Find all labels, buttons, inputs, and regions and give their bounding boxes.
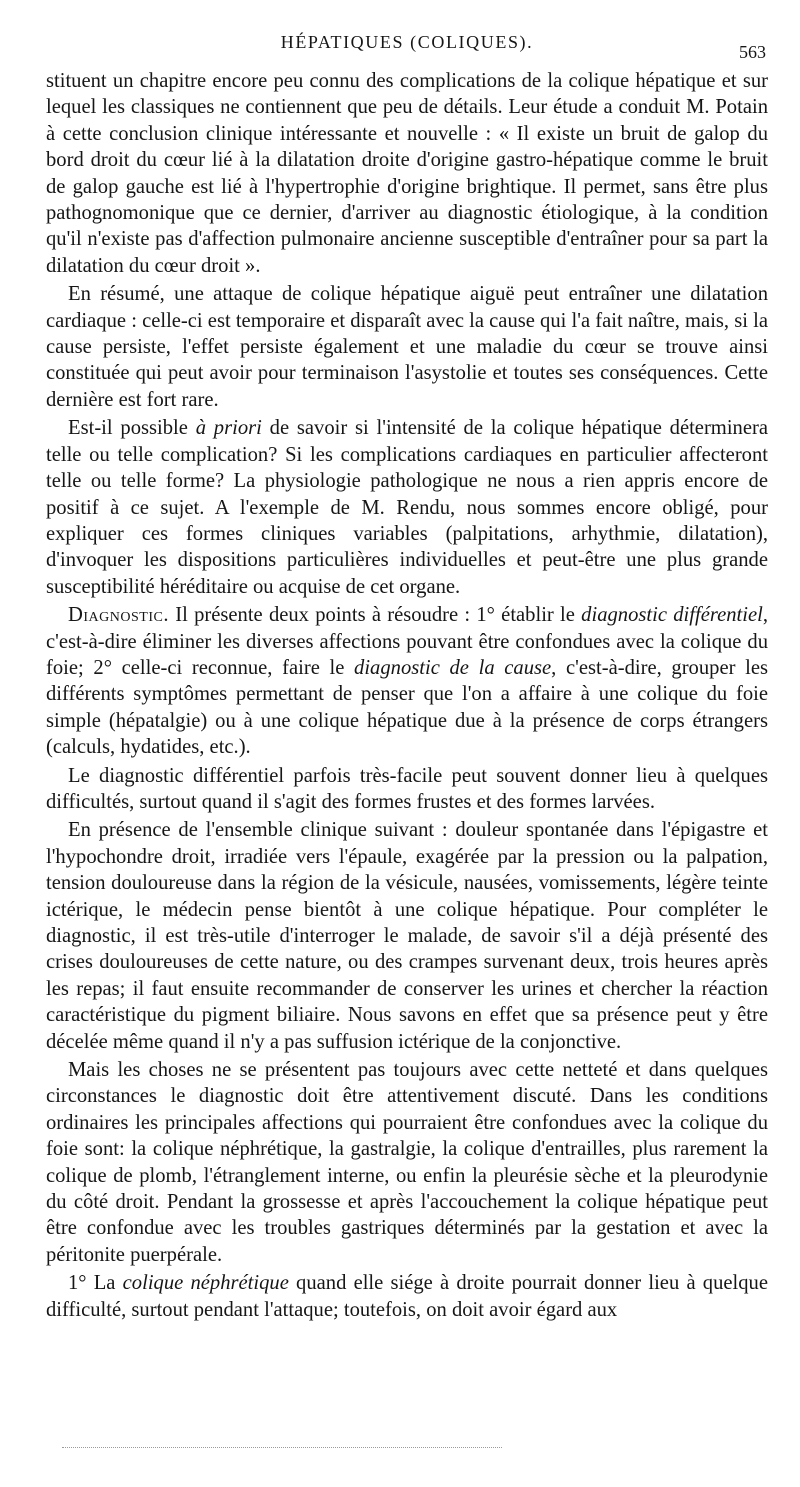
footer-rule <box>62 1447 502 1448</box>
italic-term: diagnostic différentiel <box>581 604 763 627</box>
text-run: Il présente deux points à résoudre : 1° établir le <box>168 604 582 627</box>
paragraph-a-priori <box>46 415 768 600</box>
running-head <box>46 26 768 62</box>
paragraph-cardiac-dilatation: stituent un chapitre encore peu connu des complications de la colique hépatique et sur lequel les classiques ne contiennent que peu de détails. Leur étude a conduit M. Potain à cette conclusion clinique intéressante et nouvelle : « Il existe un bruit de galop du bord droit du cœur lié à la dilatation droite d'origine gastro-hépatique comme le bruit de galop gauche est lié à l'hypertrophie d'origine brightique. Il permet, sans être plus pathognomonique que ce dernier, d'arriver au diagnostic étiologique, à la condition qu'il n'existe pas d'affection pulmonaire ancienne susceptible d'entraîner pour sa part la dilatation du cœur droit ». <box>46 70 768 277</box>
paragraph-clinical-picture: En présence de l'ensemble clinique suivant : douleur spontanée dans l'épigastre et l'hypochondre droit, irradiée vers l'épaule, exagérée par la pression ou la palpation, tension douloureuse dans la région de la vésicule, nausées, vomissements, légère teinte ictérique, le médecin pense bientôt à une colique hépatique. Pour compléter le diagnostic, il est très-utile d'interroger le malade, de savoir s'il a déjà présenté des crises douloureuses de cette nature, ou des crampes survenant deux, trois heures après les repas; il faut ensuite recommander de conserver les urines et chercher la réaction caractéristique du pigment biliaire. Nous savons en effet que sa présence peut y être décelée même quand il n'y a pas suffusion ictérique de la conjonctive. <box>46 819 768 1053</box>
text-run: 1° La <box>68 1272 123 1295</box>
paragraph-differential: Le diagnostic différentiel parfois très-facile peut souvent donner lieu à quelques difficultés, surtout quand il s'agit des formes frustes et des formes larvées. <box>46 764 768 813</box>
paragraph-summary: En résumé, une attaque de colique hépatique aiguë peut entraîner une dilatation cardiaque : celle-ci est temporaire et disparaît avec la cause qui l'a fait naître, mais, si la cause persiste, l'effet persiste également et une maladie du cœur se trouve ainsi constituée qui peut avoir pour terminaison l'asystolie et toutes ses conséquences. Cette dernière est fort rare. <box>46 283 768 411</box>
text-run: , c'est-à-dire, grouper les différents symptômes permettant de penser que l'on a affaire à une colique du foie simple (hépatalgie) ou à une colique hépatique due à la présence de corps étrangers (calculs, hydatides, etc.). <box>46 656 768 759</box>
paragraph-confusable-affections: Mais les choses ne se présentent pas toujours avec cette netteté et dans quelques circonstances le diagnostic doit être attentivement discuté. Dans les conditions ordinaires les principales affections qui pourraient être confondues avec la colique du foie sont: la colique néphrétique, la gastralgie, la colique d'entrailles, plus rarement la colique de plomb, l'étranglement interne, ou enfin la pleurésie sèche et la pleurodynie du côté droit. Pendant la grossesse et après l'accouchement la colique hépatique peut être confondue avec les troubles gastriques déterminés par la gestation et avec la péritonite puerpérale. <box>46 1059 768 1266</box>
text-run: Est-il possible <box>68 417 196 440</box>
text-run: quand elle siége à droite pourrait donner lieu à quelque difficulté, surtout pendant l'attaque; toutefois, on doit avoir égard aux <box>46 1272 768 1321</box>
italic-term: colique néphrétique <box>122 1272 289 1295</box>
running-title: HÉPATIQUES (COLIQUES). <box>280 32 534 52</box>
text-run: de savoir si l'intensité de la colique hépatique déterminera telle ou telle complication? Si les complications cardiaques en particulier affecteront telle ou telle forme? La physiologie pathologique ne nous a rien appris encore de positif à ce sujet. A l'exemple de M. Rendu, nous sommes encore obligé, pour expliquer ces formes cliniques variables (palpitations, arhythmie, dilatation), d'invoquer les dispositions particulières individuelles et peut-être une plus grande susceptibilité héréditaire ou acquise de cet organe. <box>46 417 768 598</box>
section-heading-diagnostic: Diagnostic. <box>68 604 169 627</box>
book-page <box>46 26 768 1323</box>
italic-term: diagnostic de la cause <box>354 656 552 679</box>
paragraph-nephretic-colic <box>46 1270 768 1323</box>
paragraph-diagnostic <box>46 602 768 760</box>
italic-term: à priori <box>195 417 262 440</box>
text-run: , c'est-à-dire éliminer les diverses affections pouvant être confondues avec la colique du foie; 2° celle-ci reconnue, faire le <box>46 604 768 679</box>
page-number: 563 <box>739 42 766 62</box>
body-text <box>46 68 768 1323</box>
